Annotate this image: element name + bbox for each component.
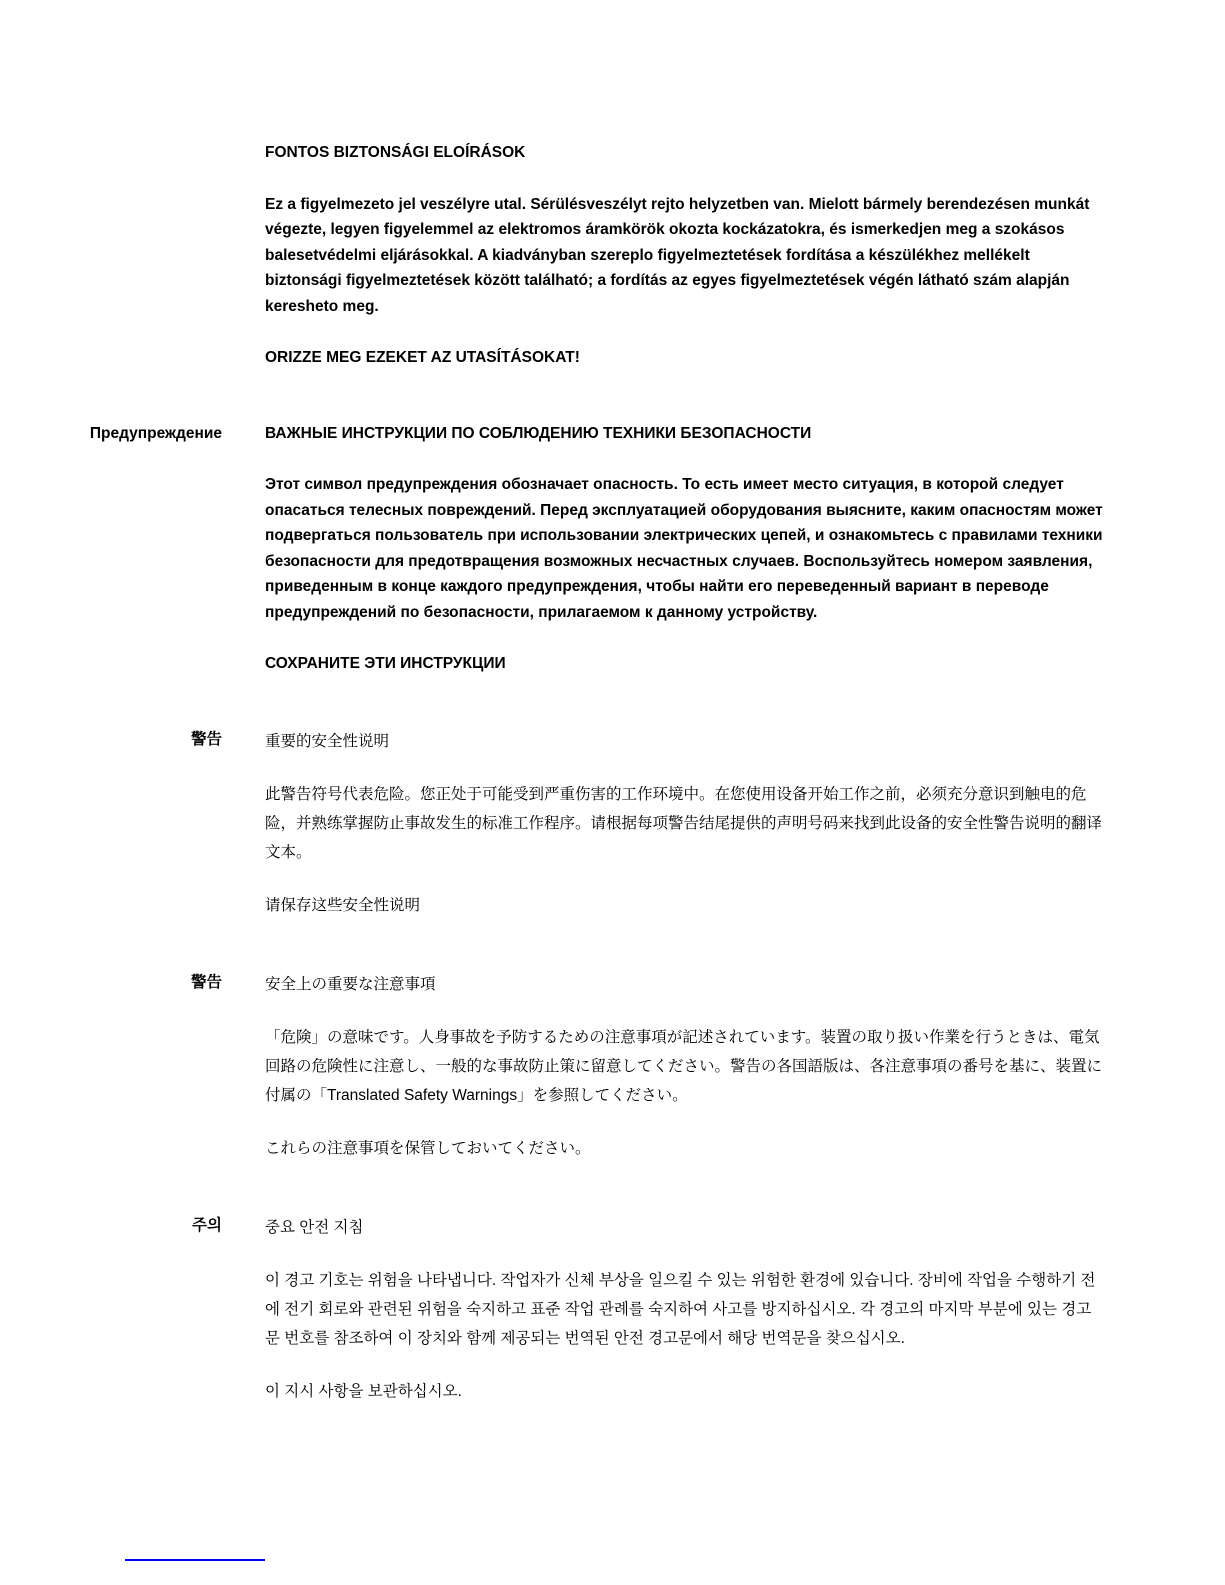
section-body: Этот символ предупреждения обозначает опасность. То есть имеет место ситуация, в которой следует опасаться телесных повреждений. Перед эксплуатацией оборудования выясните, каким опасностям может подвергаться пользователь при использовании электрических цепей, и ознакомьтесь с правилами техники безопасности для предотвращения возможных несчастных случаев. Воспользуйтесь номером заявления, приведенным в конце каждого предупреждения, чтобы найти его переведенный вариант в переводе предупреждений по безопасности, прилагаемом к данному устройству. xyxy=(265,476,1103,621)
section-hungarian xyxy=(0,140,1225,371)
section-closing: 이 지시 사항을 보관하십시오. xyxy=(265,1382,462,1400)
section-closing: 请保存这些安全性说明 xyxy=(265,896,421,914)
warning-label xyxy=(0,140,222,142)
section-closing: СОХРАНИТЕ ЭТИ ИНСТРУКЦИИ xyxy=(265,655,506,672)
safety-warnings-page xyxy=(0,140,1225,1456)
section-body: Ez a figyelmezeto jel veszélyre utal. Sérülésveszélyt rejto helyzetben van. Mielott bármely berendezésen munkát végezte, legyen figyelemmel az elektromos áramkörök okozta kockázatokra, és ismerkedjen meg a szokásos balesetvédelmi eljárásokkal. A kiadványban szereplo figyelmeztetések fordítása a készülékhez mellékelt biztonsági figyelmeztetések között található; a fordítás az egyes figyelmeztetések végén látható szám alapján keresheto meg. xyxy=(265,195,1090,315)
section-korean xyxy=(0,1213,1225,1406)
warning-label: 주의 xyxy=(192,1216,222,1234)
warning-label: Предупреждение xyxy=(89,424,222,442)
section-body: 「危険」の意味です。人身事故を予防するための注意事項が記述されています。装置の取り扱い作業を行うときは、電気回路の危険性に注意し、一般的な事故防止策に留意してください。警告の各国語版は、各注意事項の番号を基に、装置に付属の「Translated Safety Warnings」を参照してください。 xyxy=(265,1028,1103,1104)
warning-label: 警告 xyxy=(190,730,222,748)
section-heading: 安全上の重要な注意事項 xyxy=(265,975,436,993)
section-heading: 중요 안전 지침 xyxy=(265,1218,364,1236)
section-closing: ORIZZE MEG EZEKET AZ UTASÍTÁSOKAT! xyxy=(265,349,580,366)
section-russian xyxy=(0,421,1225,677)
section-body: 이 경고 기호는 위험을 나타냅니다. 작업자가 신체 부상을 일으킬 수 있는 위험한 환경에 있습니다. 장비에 작업을 수행하기 전에 전기 회로와 관련된 위험을 숙지하고 표준 작업 관례를 숙지하여 사고를 방지하십시오. 각 경고의 마지막 부분에 있는 경고문 번호를 참조하여 이 장치와 함께 제공되는 번역된 안전 경고문에서 해당 번역문을 찾으십시오. xyxy=(265,1271,1096,1347)
section-heading: ВАЖНЫЕ ИНСТРУКЦИИ ПО СОБЛЮДЕНИЮ ТЕХНИКИ БЕЗОПАСНОСТИ xyxy=(265,424,812,442)
section-closing: これらの注意事項を保管しておいてください。 xyxy=(265,1139,591,1157)
section-heading: FONTOS BIZTONSÁGI ELOÍRÁSOK xyxy=(265,144,526,161)
section-japanese xyxy=(0,970,1225,1163)
section-body: 此警告符号代表危险。您正处于可能受到严重伤害的工作环境中。在您使用设备开始工作之前，必须充分意识到触电的危险，并熟练掌握防止事故发生的标准工作程序。请根据每项警告结尾提供的声明号码来找到此设备的安全性警告说明的翻译文本。 xyxy=(265,785,1103,861)
section-chinese xyxy=(0,727,1225,920)
footer-link[interactable] xyxy=(125,1559,265,1561)
section-heading: 重要的安全性说明 xyxy=(265,732,390,750)
warning-label: 警告 xyxy=(190,973,222,991)
